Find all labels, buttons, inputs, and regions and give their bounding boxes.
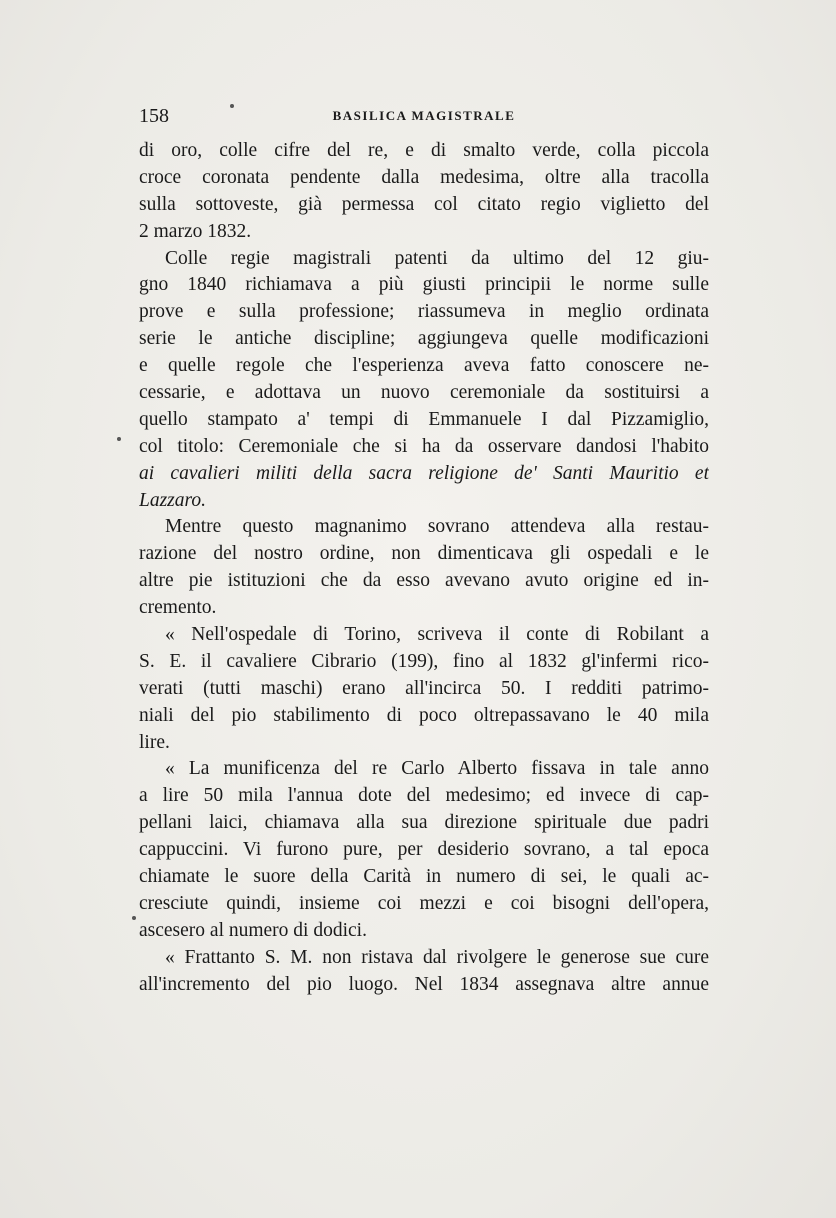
- text-line: col titolo: Ceremoniale che si ha da osservare dandosi l'habito: [139, 435, 709, 457]
- page-header: [139, 104, 709, 128]
- text-line: cessarie, e adottava un nuovo ceremoniale da sostituirsi a: [139, 382, 709, 404]
- text-line: e quelle regole che l'esperienza aveva fatto conoscere ne-: [139, 355, 709, 377]
- text-line: cappuccini. Vi furono pure, per desiderio sovrano, a tal epoca: [139, 839, 709, 861]
- margin-speck: [117, 437, 121, 441]
- text-line: sulla sottoveste, già permessa col citato regio viglietto del: [139, 193, 709, 215]
- text-line: quello stampato a' tempi di Emmanuele I dal Pizzamiglio,: [139, 408, 709, 430]
- text-line: pellani laici, chiamava alla sua direzione spirituale due padri: [139, 812, 709, 834]
- text-line: gno 1840 richiamava a più giusti principii le norme sulle: [139, 274, 709, 296]
- body-text: [139, 138, 709, 999]
- text-line: cresciute quindi, insieme coi mezzi e coi bisogni dell'opera,: [139, 892, 709, 914]
- text-line: chiamate le suore della Carità in numero di sei, le quali ac-: [139, 866, 709, 888]
- text-line: « Frattanto S. M. non ristava dal rivolgere le generose sue cure: [165, 946, 709, 968]
- text-line: cremento.: [139, 597, 217, 619]
- text-line: niali del pio stabilimento di poco oltrepassavano le 40 mila: [139, 704, 709, 726]
- text-line: croce coronata pendente dalla medesima, oltre alla tracolla: [139, 166, 709, 188]
- text-line: « Nell'ospedale di Torino, scriveva il conte di Robilant a: [165, 624, 709, 646]
- text-line: razione del nostro ordine, non dimenticava gli ospedali e le: [139, 543, 709, 565]
- text-line: verati (tutti maschi) erano all'incirca 50. I redditi patrimo-: [139, 677, 709, 699]
- text-line: serie le antiche discipline; aggiungeva quelle modificazioni: [139, 328, 709, 350]
- text-line: Colle regie magistrali patenti da ultimo del 12 giu-: [165, 247, 709, 269]
- margin-speck: [230, 104, 234, 108]
- text-line: Mentre questo magnanimo sovrano attendeva alla restau-: [165, 516, 709, 538]
- page-number: 158: [139, 105, 169, 127]
- text-line: S. E. il cavaliere Cibrario (199), fino al 1832 gl'infermi rico-: [139, 650, 709, 672]
- text-line: altre pie istituzioni che da esso avevano avuto origine ed in-: [139, 570, 709, 592]
- text-line: lire.: [139, 731, 170, 753]
- text-line: di oro, colle cifre del re, e di smalto verde, colla piccola: [139, 140, 709, 161]
- text-line: all'incremento del pio luogo. Nel 1834 assegnava altre annue: [139, 973, 709, 995]
- text-line: prove e sulla professione; riassumeva in meglio ordinata: [139, 301, 709, 323]
- text-line: ascesero al numero di dodici.: [139, 919, 367, 941]
- text-line: 2 marzo 1832.: [139, 220, 252, 242]
- margin-speck: [132, 916, 136, 920]
- text-line: a lire 50 mila l'annua dote del medesimo; ed invece di cap-: [139, 785, 709, 807]
- text-line-italic-title: ai cavalieri militi della sacra religione de' Santi Mauritio et: [139, 462, 709, 484]
- running-title: BASILICA MAGISTRALE: [332, 108, 516, 123]
- text-line: « La munificenza del re Carlo Alberto fissava in tale anno: [165, 758, 709, 780]
- text-line-italic-title: Lazzaro.: [139, 489, 207, 511]
